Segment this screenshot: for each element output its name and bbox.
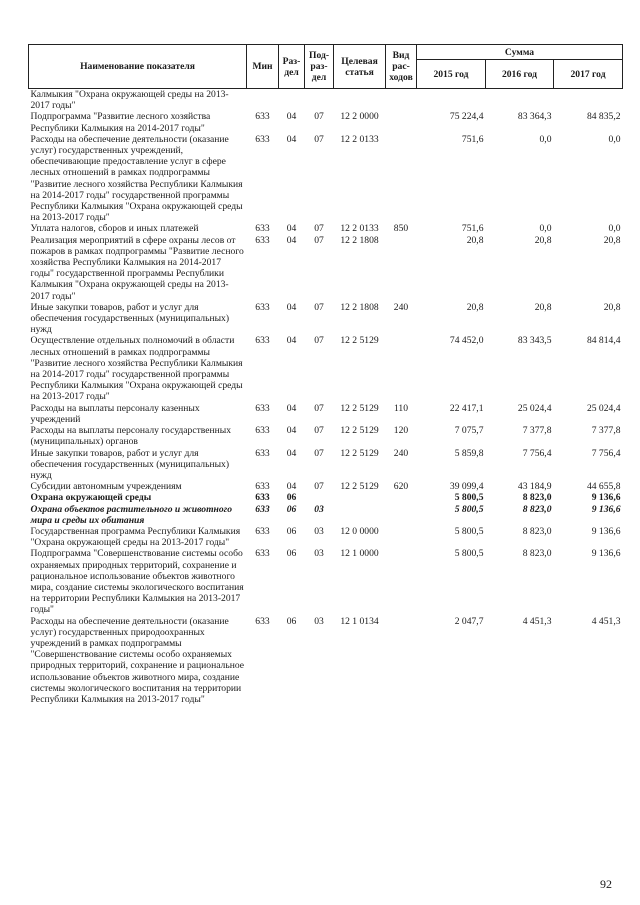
row-2015: 751,6	[461, 133, 484, 145]
row-name: Реализация мероприятий в сфере охраны лесов от пожаров в рамках подпрограммы "Развитие лесного хозяйства Республики Калмыкия на 2014-2017 годы" государственной программы Республики Калмыкия "Охрана окружающей среды на 2013-2017 годы"	[30, 234, 244, 302]
table-row	[29, 481, 623, 492]
row-razdel: 06	[286, 503, 297, 515]
row-vid: 120	[393, 425, 409, 437]
row-statya	[334, 492, 386, 503]
row-2015: 20,8	[466, 301, 484, 313]
row-razdel	[279, 89, 305, 112]
col-header-razdel: Раз- дел	[279, 45, 305, 89]
row-vid	[386, 111, 417, 133]
row-razdel: 04	[286, 223, 297, 235]
row-min: 633	[255, 402, 270, 414]
row-2017: 84 814,4	[586, 335, 621, 347]
row-min: 633	[255, 335, 270, 347]
row-vid: 240	[393, 301, 409, 313]
row-razdel: 06	[286, 548, 297, 560]
row-statya: 12 2 5129	[340, 447, 379, 459]
col-header-2017: 2017 год	[554, 60, 623, 89]
row-statya: 12 2 5129	[340, 335, 379, 347]
budget-sheet	[28, 44, 622, 705]
row-name: Субсидии автономным учреждениям	[30, 481, 182, 493]
row-vid: 850	[393, 223, 409, 235]
row-statya: 12 2 1808	[340, 234, 379, 246]
table-row	[29, 223, 623, 234]
row-2017: 4 451,3	[591, 615, 621, 627]
row-podrazdel: 03	[314, 615, 324, 627]
row-2017: 20,8	[603, 234, 621, 246]
row-name: Уплата налогов, сборов и иных платежей	[30, 223, 199, 235]
row-min: 633	[255, 301, 270, 313]
row-name: Расходы на обеспечение деятельности (оказание услуг) государственных учреждений, обеспечивающие предоставление услуг в сфере лесных отношений в рамках подпрограммы "Развитие лесного хозяйства Республики Калмыкия на 2014-2017 годы" государственной программы Республики Калмыкия "Охрана окружающей среды на 2013-2017 годы"	[30, 133, 243, 224]
col-header-vid: Вид рас- ходов	[386, 45, 417, 89]
row-vid	[386, 335, 417, 402]
row-2017: 0,0	[608, 223, 621, 235]
row-2015: 5 800,5	[454, 503, 484, 515]
row-min: 633	[255, 447, 270, 459]
row-vid: 620	[393, 481, 409, 493]
row-podrazdel: 07	[314, 402, 324, 414]
row-2017: 25 024,4	[586, 402, 621, 414]
row-2015: 74 452,0	[449, 335, 484, 347]
row-statya: 12 0 0000	[340, 525, 379, 537]
row-min: 633	[255, 425, 270, 437]
row-name: Осуществление отдельных полномочий в области лесных отношений в рамках подпрограммы "Развитие лесного хозяйства Республики Калмыкия на 2014-2017 годы" государственной программы Республики Калмыкия "Охрана окружающей среды на 2013-2017 годы"	[30, 335, 243, 403]
row-2015: 5 800,5	[454, 548, 484, 560]
row-min: 633	[255, 111, 270, 123]
row-2017: 9 136,6	[591, 548, 621, 560]
col-header-name: Наименование показателя	[29, 45, 247, 89]
row-2015: 22 417,1	[449, 402, 484, 414]
table-row	[29, 504, 623, 526]
row-2017: 0,0	[608, 133, 621, 145]
row-2017: 9 136,6	[591, 525, 621, 537]
row-vid	[386, 504, 417, 526]
row-2016: 25 024,4	[517, 402, 552, 414]
row-min: 633	[255, 548, 270, 560]
row-podrazdel: 03	[314, 503, 324, 515]
row-razdel: 04	[286, 133, 297, 145]
row-vid: 110	[393, 402, 409, 414]
row-podrazdel	[305, 492, 334, 503]
row-2016: 83 343,5	[517, 335, 552, 347]
row-2016	[486, 89, 554, 112]
row-name: Расходы на выплаты персоналу казенных учреждений	[30, 402, 200, 425]
row-2015: 7 075,7	[454, 425, 484, 437]
row-2016: 8 823,0	[522, 492, 552, 504]
row-podrazdel: 07	[314, 481, 324, 493]
row-statya: 12 2 5129	[340, 481, 379, 493]
row-statya: 12 2 5129	[340, 402, 379, 414]
row-statya	[334, 89, 386, 112]
row-vid	[386, 548, 417, 615]
table-row	[29, 492, 623, 503]
row-2016: 83 364,3	[517, 111, 552, 123]
row-min: 633	[255, 492, 270, 504]
page-number: 92	[600, 877, 612, 891]
row-razdel: 06	[286, 525, 297, 537]
row-2016: 43 184,9	[517, 481, 552, 493]
row-statya	[334, 504, 386, 526]
row-2017: 84 835,2	[586, 111, 621, 123]
row-name: Иные закупки товаров, работ и услуг для обеспечения государственных (муниципальных) нужд	[30, 301, 230, 336]
col-header-min: Мин	[247, 45, 279, 89]
row-2016: 7 756,4	[522, 447, 552, 459]
row-2017: 7 377,8	[591, 425, 621, 437]
row-2017: 20,8	[603, 301, 621, 313]
row-podrazdel: 07	[314, 301, 324, 313]
row-name: Подпрограмма "Совершенствование системы особо охраняемых природных территорий, сохранение и рациональное использование объектов животного мира, создание системы экологического воспитания на территории Республики Калмыкия на 2013-2017 годы"	[30, 548, 244, 616]
row-min: 633	[255, 133, 270, 145]
row-podrazdel	[305, 89, 334, 112]
row-razdel: 06	[286, 492, 297, 504]
row-2015: 5 859,8	[454, 447, 484, 459]
table-row	[29, 335, 623, 402]
row-podrazdel: 03	[314, 525, 324, 537]
row-statya: 12 2 5129	[340, 425, 379, 437]
row-2015: 39 099,4	[449, 481, 484, 493]
row-podrazdel: 07	[314, 223, 324, 235]
table-row	[29, 425, 623, 447]
row-razdel: 04	[286, 481, 297, 493]
row-2017	[554, 89, 623, 112]
row-2016: 4 451,3	[522, 615, 552, 627]
row-statya: 12 2 0000	[340, 111, 379, 123]
row-2015: 75 224,4	[449, 111, 484, 123]
row-2015: 20,8	[466, 234, 484, 246]
row-min: 633	[255, 481, 270, 493]
col-header-2015: 2015 год	[417, 60, 486, 89]
row-2016: 0,0	[539, 223, 552, 235]
row-vid	[386, 492, 417, 503]
row-razdel: 04	[286, 335, 297, 347]
row-vid	[386, 526, 417, 548]
row-2016: 8 823,0	[522, 525, 552, 537]
row-2016: 0,0	[539, 133, 552, 145]
row-razdel: 04	[286, 425, 297, 437]
row-2015: 5 800,5	[454, 525, 484, 537]
row-name: Государственная программа Республики Калмыкия "Охрана окружающей среды на 2013-2017 годы"	[30, 525, 241, 549]
col-header-2016: 2016 год	[486, 60, 554, 89]
row-min: 633	[255, 525, 270, 537]
row-vid	[386, 235, 417, 302]
row-vid	[386, 89, 417, 112]
row-razdel: 06	[286, 615, 297, 627]
row-name: Расходы на выплаты персоналу государственных (муниципальных) органов	[30, 425, 232, 448]
row-2016: 8 823,0	[522, 503, 552, 515]
row-min	[247, 89, 279, 112]
row-podrazdel: 07	[314, 111, 324, 123]
row-name: Охрана окружающей среды	[30, 492, 152, 504]
row-podrazdel: 07	[314, 335, 324, 347]
row-vid	[386, 134, 417, 224]
row-name: Расходы на обеспечение деятельности (оказание услуг) государственных природоохранных учреждений в рамках подпрограммы "Совершенствование системы особо охраняемых природных территорий, сохранение и рациональное использование объектов животного мира, создание системы экологического воспитания на территории Республики Калмыкия на 2013-2017 годы"	[30, 615, 245, 705]
row-podrazdel: 07	[314, 425, 324, 437]
row-min: 633	[255, 503, 270, 515]
row-statya: 12 1 0000	[340, 548, 379, 560]
table-row	[29, 616, 623, 706]
row-min: 633	[255, 234, 270, 246]
row-2017: 9 136,6	[591, 503, 621, 515]
row-statya: 12 2 0133	[340, 223, 379, 235]
table-row	[29, 302, 623, 336]
col-header-podrazdel: Под- раз- дел	[305, 45, 334, 89]
row-2017: 44 655,8	[586, 481, 621, 493]
col-header-statya: Целевая статья	[334, 45, 386, 89]
table-row	[29, 89, 623, 112]
col-header-summa: Сумма	[417, 45, 623, 60]
table-row	[29, 235, 623, 302]
row-2015: 2 047,7	[454, 615, 484, 627]
row-2017: 7 756,4	[591, 447, 621, 459]
row-razdel: 04	[286, 234, 297, 246]
row-statya: 12 2 1808	[340, 301, 379, 313]
row-name: Иные закупки товаров, работ и услуг для обеспечения государственных (муниципальных) нужд	[30, 447, 230, 481]
row-vid	[386, 616, 417, 706]
row-podrazdel: 07	[314, 133, 324, 145]
row-podrazdel: 03	[314, 548, 324, 560]
row-name: Охрана объектов растительного и животного мира и среды их обитания	[30, 503, 232, 526]
row-name: Калмыкия "Охрана окружающей среды на 2013-2017 годы"	[30, 89, 229, 112]
row-min: 633	[255, 615, 270, 627]
row-statya: 12 1 0134	[340, 615, 379, 627]
table-row	[29, 134, 623, 224]
row-name: Подпрограмма "Развитие лесного хозяйства Республики Калмыкия на 2014-2017 годы"	[30, 111, 211, 134]
row-2016: 20,8	[534, 234, 552, 246]
row-razdel: 04	[286, 301, 297, 313]
row-2015	[417, 89, 486, 112]
row-2016: 8 823,0	[522, 548, 552, 560]
row-2017: 9 136,6	[591, 492, 621, 504]
table-row	[29, 548, 623, 615]
table-row	[29, 403, 623, 425]
row-2016: 20,8	[534, 301, 552, 313]
row-razdel: 04	[286, 402, 297, 414]
row-2015: 5 800,5	[454, 492, 484, 504]
row-podrazdel: 07	[314, 234, 324, 246]
row-razdel: 04	[286, 111, 297, 123]
row-statya: 12 2 0133	[340, 133, 379, 145]
row-2015: 751,6	[461, 223, 484, 235]
row-podrazdel: 07	[314, 447, 324, 459]
row-vid: 240	[393, 447, 409, 459]
row-razdel: 04	[286, 447, 297, 459]
budget-table	[28, 44, 623, 705]
table-row	[29, 111, 623, 133]
table-row	[29, 526, 623, 548]
row-2016: 7 377,8	[522, 425, 552, 437]
table-row	[29, 448, 623, 482]
row-min: 633	[255, 223, 270, 235]
